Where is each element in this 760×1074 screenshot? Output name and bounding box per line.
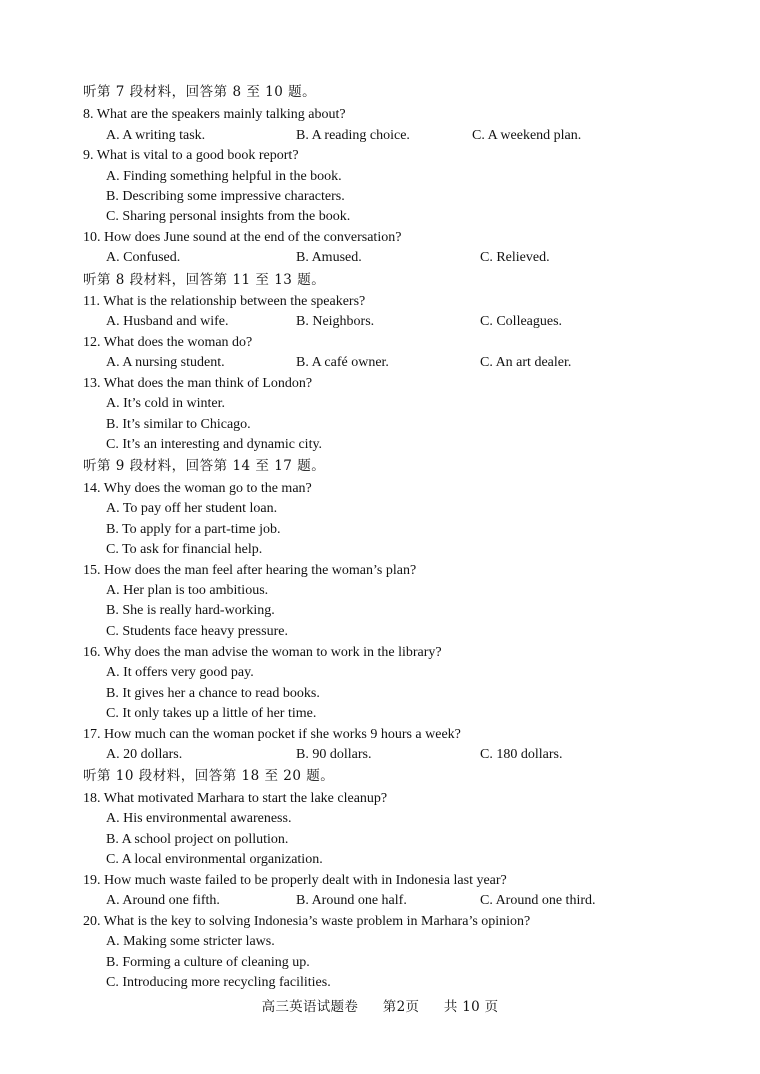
question-12-stem: 12. What does the woman do? — [83, 335, 253, 350]
q20-option-a: A. Making some stricter laws. — [106, 934, 275, 949]
q8-option-b: B. A reading choice. — [296, 128, 410, 143]
question-16-stem: 16. Why does the man advise the woman to work in the library? — [83, 645, 442, 660]
q12-option-c: C. An art dealer. — [480, 355, 572, 370]
question-18-stem: 18. What motivated Marhara to start the lake cleanup? — [83, 791, 388, 806]
question-10-stem: 10. How does June sound at the end of the conversation? — [83, 230, 402, 245]
q12-option-b: B. A café owner. — [296, 355, 389, 370]
section-heading-10: 听第 10 段材料，回答第 18 至 20 题。 — [83, 768, 335, 784]
footer-exam-title: 高三英语试题卷 — [261, 999, 359, 1015]
q9-option-b: B. Describing some impressive characters. — [106, 189, 345, 204]
question-14-stem: 14. Why does the woman go to the man? — [83, 481, 312, 496]
question-11-stem: 11. What is the relationship between the speakers? — [83, 294, 366, 309]
q20-option-b: B. Forming a culture of cleaning up. — [106, 955, 310, 970]
q13-option-a: A. It’s cold in winter. — [106, 396, 225, 411]
q18-option-b: B. A school project on pollution. — [106, 832, 289, 847]
q19-option-a: A. Around one fifth. — [106, 893, 220, 908]
q14-option-a: A. To pay off her student loan. — [106, 501, 278, 516]
footer-total-pages: 共 10 页 — [443, 999, 499, 1015]
q19-option-c: C. Around one third. — [480, 893, 596, 908]
q15-option-a: A. Her plan is too ambitious. — [106, 583, 269, 598]
q19-option-b: B. Around one half. — [296, 893, 407, 908]
question-8-stem: 8. What are the speakers mainly talking about? — [83, 107, 346, 122]
q13-option-c: C. It’s an interesting and dynamic city. — [106, 437, 323, 452]
q15-option-b: B. She is really hard-working. — [106, 603, 275, 618]
footer-page-number: 第2页 — [382, 999, 420, 1015]
question-13-stem: 13. What does the man think of London? — [83, 376, 313, 391]
q8-option-a: A. A writing task. — [106, 128, 206, 143]
section-heading-9: 听第 9 段材料，回答第 14 至 17 题。 — [83, 458, 326, 474]
section-heading-8: 听第 8 段材料，回答第 11 至 13 题。 — [83, 272, 326, 288]
question-17-stem: 17. How much can the woman pocket if she works 9 hours a week? — [83, 727, 461, 742]
question-19-stem: 19. How much waste failed to be properly dealt with in Indonesia last year? — [83, 873, 507, 888]
q18-option-a: A. His environmental awareness. — [106, 811, 292, 826]
q16-option-b: B. It gives her a chance to read books. — [106, 686, 320, 701]
q13-option-b: B. It’s similar to Chicago. — [106, 417, 251, 432]
q9-option-c: C. Sharing personal insights from the book. — [106, 209, 351, 224]
q14-option-b: B. To apply for a part-time job. — [106, 522, 281, 537]
q17-option-a: A. 20 dollars. — [106, 747, 183, 762]
q11-option-b: B. Neighbors. — [296, 314, 375, 329]
q10-option-a: A. Confused. — [106, 250, 181, 265]
q11-option-a: A. Husband and wife. — [106, 314, 229, 329]
q12-option-a: A. A nursing student. — [106, 355, 225, 370]
q9-option-a: A. Finding something helpful in the book. — [106, 169, 342, 184]
q15-option-c: C. Students face heavy pressure. — [106, 624, 288, 639]
q20-option-c: C. Introducing more recycling facilities. — [106, 975, 331, 990]
q8-option-c: C. A weekend plan. — [472, 128, 582, 143]
q17-option-b: B. 90 dollars. — [296, 747, 372, 762]
q16-option-c: C. It only takes up a little of her time. — [106, 706, 317, 721]
section-heading-7: 听第 7 段材料，回答第 8 至 10 题。 — [83, 84, 317, 100]
q18-option-c: C. A local environmental organization. — [106, 852, 323, 867]
q14-option-c: C. To ask for financial help. — [106, 542, 263, 557]
q16-option-a: A. It offers very good pay. — [106, 665, 254, 680]
page-footer — [0, 995, 760, 1015]
question-9-stem: 9. What is vital to a good book report? — [83, 148, 299, 163]
q11-option-c: C. Colleagues. — [480, 314, 563, 329]
q17-option-c: C. 180 dollars. — [480, 747, 563, 762]
q10-option-c: C. Relieved. — [480, 250, 550, 265]
q10-option-b: B. Amused. — [296, 250, 362, 265]
question-20-stem: 20. What is the key to solving Indonesia’s waste problem in Marhara’s opinion? — [83, 914, 531, 929]
question-15-stem: 15. How does the man feel after hearing the woman’s plan? — [83, 563, 417, 578]
